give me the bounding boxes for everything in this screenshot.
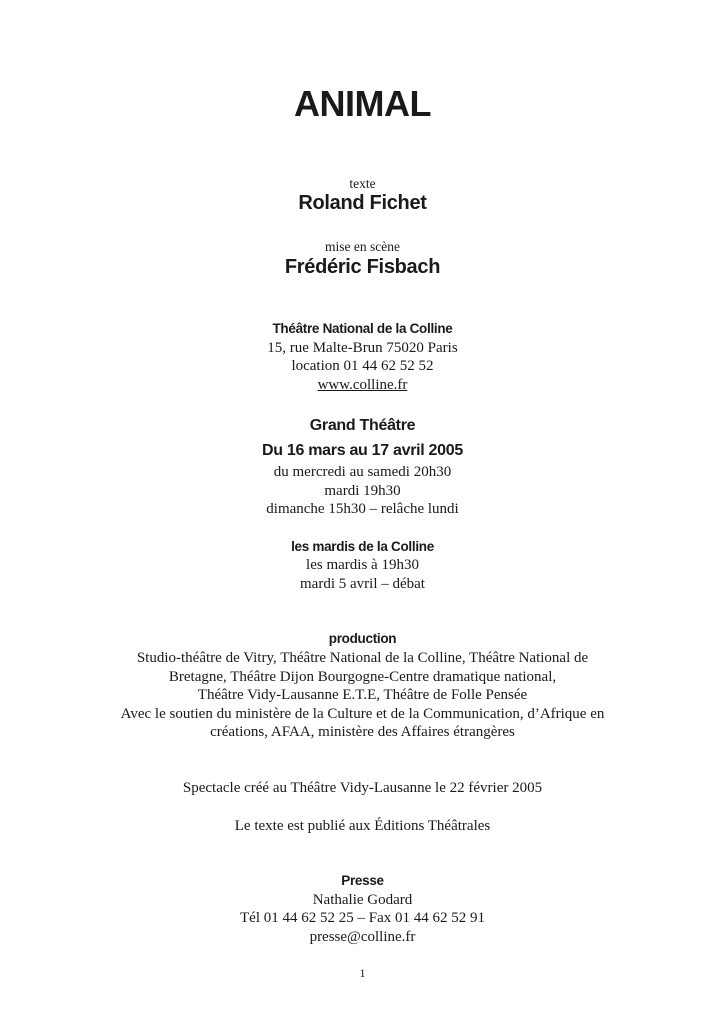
mardis-line: mardi 5 avril – débat: [300, 576, 425, 592]
schedule-line: du mercredi au samedi 20h30: [273, 464, 452, 480]
production-heading: production: [328, 631, 397, 646]
director-name: Frédéric Fisbach: [284, 256, 441, 278]
production-line: Théâtre Vidy-Lausanne E.T.E, Théâtre de Folle Pensée: [197, 687, 528, 703]
schedule-line: dimanche 15h30 – relâche lundi: [266, 501, 459, 517]
mardis-heading: les mardis de la Colline: [291, 539, 434, 554]
hall-name: Grand Théâtre: [309, 417, 416, 434]
text-label: texte: [349, 176, 376, 191]
venue-website-line: [0, 376, 725, 395]
venue-address: 15, rue Malte-Brun 75020 Paris: [267, 340, 458, 356]
production-line: Bretagne, Théâtre Dijon Bourgogne-Centre dramatique national,: [168, 669, 557, 685]
page-number: 1: [359, 966, 366, 980]
press-phones: Tél 01 44 62 52 25 – Fax 01 44 62 52 91: [240, 910, 485, 926]
production-line: créations, AFAA, ministère des Affaires étrangères: [210, 724, 515, 740]
page-title: ANIMAL: [294, 83, 431, 124]
press-contact: Nathalie Godard: [312, 892, 413, 908]
press-heading: Presse: [341, 873, 384, 888]
schedule-line: mardi 19h30: [324, 483, 401, 499]
production-line: Avec le soutien du ministère de la Culture et de la Communication, d’Afrique en: [120, 706, 605, 722]
venue-website-link[interactable]: www.colline.fr: [317, 377, 408, 393]
run-dates: Du 16 mars au 17 avril 2005: [262, 442, 463, 459]
direction-label: mise en scène: [325, 239, 400, 254]
publication-note: Le texte est publié aux Éditions Théâtrales: [234, 818, 491, 834]
venue-name: Théâtre National de la Colline: [272, 321, 453, 336]
creation-note: Spectacle créé au Théâtre Vidy-Lausanne le 22 février 2005: [182, 780, 543, 796]
venue-phone: location 01 44 62 52 52: [291, 358, 434, 374]
production-line: Studio-théâtre de Vitry, Théâtre National de la Colline, Théâtre National de: [136, 650, 589, 666]
mardis-line: les mardis à 19h30: [306, 557, 419, 573]
author-name: Roland Fichet: [298, 192, 427, 214]
press-email: presse@colline.fr: [309, 929, 416, 945]
